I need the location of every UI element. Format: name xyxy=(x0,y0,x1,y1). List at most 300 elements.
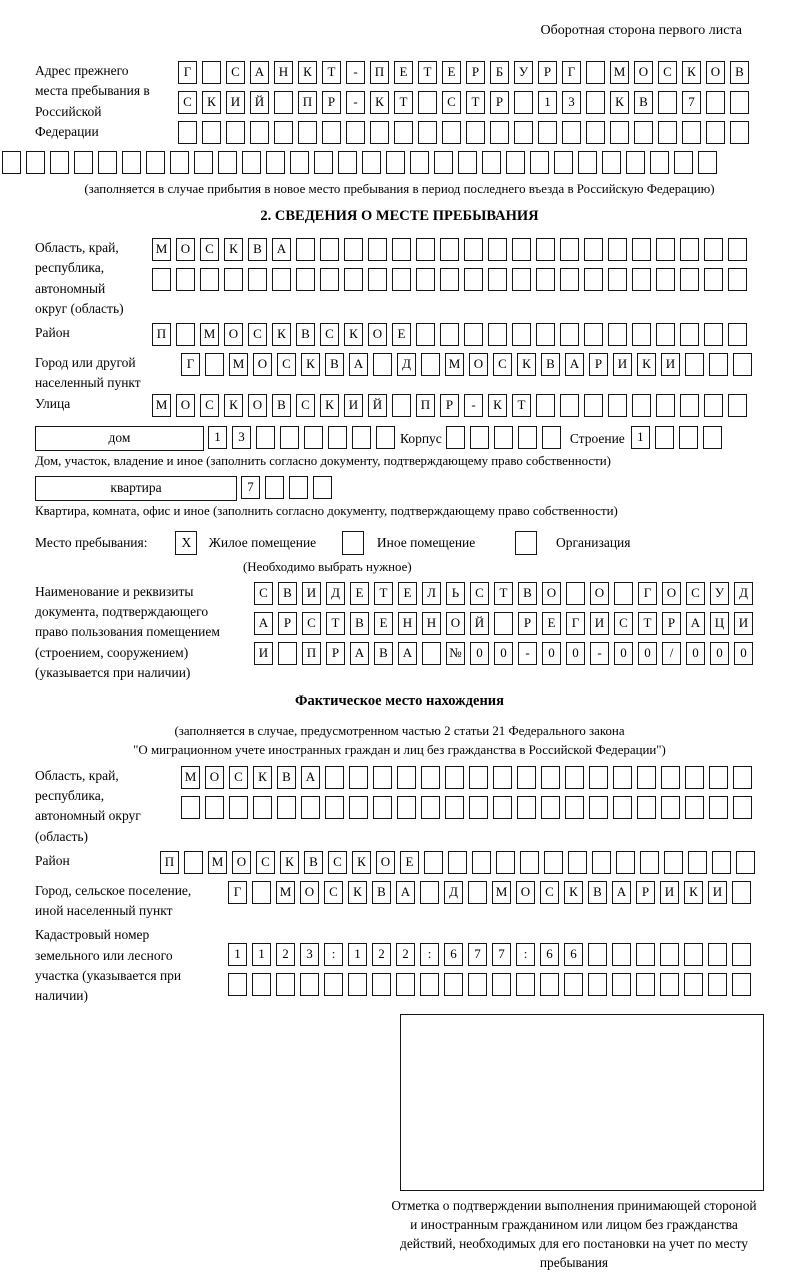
char-cell[interactable]: И xyxy=(302,582,321,605)
char-cell[interactable] xyxy=(421,353,440,376)
char-cell[interactable] xyxy=(664,851,683,874)
char-cell[interactable]: В xyxy=(272,394,291,417)
char-cell[interactable] xyxy=(730,121,749,144)
char-cell[interactable]: Е xyxy=(398,582,417,605)
char-cell[interactable] xyxy=(392,268,411,291)
char-cell[interactable]: О xyxy=(376,851,395,874)
char-cell[interactable] xyxy=(733,353,752,376)
char-cell[interactable]: М xyxy=(208,851,227,874)
char-cell[interactable]: В xyxy=(372,881,391,904)
char-cell[interactable] xyxy=(349,766,368,789)
char-cell[interactable]: Р xyxy=(326,642,345,665)
char-cell[interactable]: К xyxy=(564,881,583,904)
char-cell[interactable]: 0 xyxy=(542,642,561,665)
char-cell[interactable]: Д xyxy=(734,582,753,605)
char-cell[interactable] xyxy=(416,268,435,291)
char-cell[interactable] xyxy=(614,582,633,605)
char-cell[interactable] xyxy=(320,238,339,261)
char-cell[interactable]: С xyxy=(277,353,296,376)
char-cell[interactable]: В xyxy=(541,353,560,376)
char-cell[interactable]: В xyxy=(304,851,323,874)
char-cell[interactable]: 7 xyxy=(241,476,260,499)
char-cell[interactable] xyxy=(274,121,293,144)
char-cell[interactable]: Р xyxy=(490,91,509,114)
char-cell[interactable]: В xyxy=(350,612,369,635)
char-cell[interactable]: Р xyxy=(589,353,608,376)
char-cell[interactable]: К xyxy=(348,881,367,904)
char-cell[interactable] xyxy=(396,973,415,996)
char-cell[interactable] xyxy=(680,268,699,291)
char-cell[interactable] xyxy=(276,973,295,996)
char-cell[interactable]: Т xyxy=(394,91,413,114)
char-cell[interactable] xyxy=(516,973,535,996)
char-cell[interactable]: О xyxy=(516,881,535,904)
char-cell[interactable] xyxy=(325,796,344,819)
char-cell[interactable]: Р xyxy=(440,394,459,417)
char-cell[interactable]: Г xyxy=(566,612,585,635)
char-cell[interactable]: С xyxy=(254,582,273,605)
char-cell[interactable]: 1 xyxy=(348,943,367,966)
char-cell[interactable] xyxy=(564,973,583,996)
char-cell[interactable] xyxy=(252,881,271,904)
char-cell[interactable]: Р xyxy=(322,91,341,114)
char-cell[interactable] xyxy=(410,151,429,174)
char-cell[interactable] xyxy=(650,151,669,174)
char-cell[interactable] xyxy=(194,151,213,174)
char-cell[interactable] xyxy=(2,151,21,174)
char-cell[interactable]: О xyxy=(232,851,251,874)
char-cell[interactable] xyxy=(466,121,485,144)
char-cell[interactable]: А xyxy=(398,642,417,665)
char-cell[interactable]: Р xyxy=(518,612,537,635)
char-cell[interactable]: А xyxy=(612,881,631,904)
char-cell[interactable] xyxy=(530,151,549,174)
char-cell[interactable]: О xyxy=(248,394,267,417)
stay-type-checkbox-residential[interactable]: X xyxy=(175,531,197,555)
char-cell[interactable] xyxy=(684,943,703,966)
char-cell[interactable] xyxy=(348,973,367,996)
char-cell[interactable] xyxy=(296,268,315,291)
char-cell[interactable]: А xyxy=(272,238,291,261)
char-cell[interactable] xyxy=(250,121,269,144)
char-cell[interactable] xyxy=(176,268,195,291)
char-cell[interactable] xyxy=(98,151,117,174)
char-cell[interactable]: С xyxy=(328,851,347,874)
char-cell[interactable] xyxy=(349,796,368,819)
char-cell[interactable]: М xyxy=(181,766,200,789)
char-cell[interactable] xyxy=(296,238,315,261)
char-cell[interactable]: Г xyxy=(181,353,200,376)
char-cell[interactable] xyxy=(458,151,477,174)
char-cell[interactable] xyxy=(280,426,299,449)
char-cell[interactable] xyxy=(613,796,632,819)
char-cell[interactable]: Т xyxy=(374,582,393,605)
char-cell[interactable]: Д xyxy=(397,353,416,376)
char-cell[interactable] xyxy=(632,394,651,417)
char-cell[interactable]: М xyxy=(445,353,464,376)
char-cell[interactable]: Е xyxy=(392,323,411,346)
char-cell[interactable]: № xyxy=(446,642,465,665)
char-cell[interactable] xyxy=(304,426,323,449)
char-cell[interactable] xyxy=(445,796,464,819)
char-cell[interactable] xyxy=(253,796,272,819)
char-cell[interactable] xyxy=(325,766,344,789)
char-cell[interactable]: П xyxy=(370,61,389,84)
char-cell[interactable]: 6 xyxy=(540,943,559,966)
char-cell[interactable] xyxy=(290,151,309,174)
char-cell[interactable] xyxy=(565,796,584,819)
char-cell[interactable] xyxy=(512,238,531,261)
char-cell[interactable]: С xyxy=(178,91,197,114)
char-cell[interactable] xyxy=(490,121,509,144)
char-cell[interactable]: С xyxy=(320,323,339,346)
char-cell[interactable] xyxy=(496,851,515,874)
char-cell[interactable] xyxy=(469,796,488,819)
char-cell[interactable] xyxy=(732,881,751,904)
char-cell[interactable] xyxy=(656,323,675,346)
char-cell[interactable] xyxy=(612,973,631,996)
char-cell[interactable] xyxy=(265,476,284,499)
char-cell[interactable]: 2 xyxy=(396,943,415,966)
char-cell[interactable] xyxy=(218,151,237,174)
char-cell[interactable] xyxy=(712,851,731,874)
char-cell[interactable]: А xyxy=(686,612,705,635)
char-cell[interactable]: П xyxy=(298,91,317,114)
char-cell[interactable]: Е xyxy=(442,61,461,84)
char-cell[interactable]: К xyxy=(517,353,536,376)
char-cell[interactable] xyxy=(421,796,440,819)
char-cell[interactable] xyxy=(541,766,560,789)
char-cell[interactable] xyxy=(50,151,69,174)
char-cell[interactable]: И xyxy=(613,353,632,376)
char-cell[interactable] xyxy=(289,476,308,499)
char-cell[interactable]: К xyxy=(488,394,507,417)
char-cell[interactable] xyxy=(314,151,333,174)
char-cell[interactable] xyxy=(661,766,680,789)
char-cell[interactable] xyxy=(706,91,725,114)
char-cell[interactable]: А xyxy=(350,642,369,665)
char-cell[interactable] xyxy=(656,394,675,417)
char-cell[interactable] xyxy=(685,353,704,376)
char-cell[interactable] xyxy=(586,91,605,114)
apartment-box[interactable]: квартира xyxy=(35,476,237,501)
char-cell[interactable]: В xyxy=(730,61,749,84)
char-cell[interactable] xyxy=(637,766,656,789)
char-cell[interactable]: О xyxy=(590,582,609,605)
char-cell[interactable]: 2 xyxy=(372,943,391,966)
char-cell[interactable] xyxy=(440,323,459,346)
char-cell[interactable] xyxy=(488,238,507,261)
char-cell[interactable] xyxy=(584,268,603,291)
char-cell[interactable] xyxy=(418,91,437,114)
char-cell[interactable] xyxy=(704,323,723,346)
char-cell[interactable]: М xyxy=(492,881,511,904)
char-cell[interactable]: Н xyxy=(398,612,417,635)
char-cell[interactable]: 1 xyxy=(631,426,650,449)
char-cell[interactable] xyxy=(300,973,319,996)
char-cell[interactable]: 0 xyxy=(470,642,489,665)
char-cell[interactable] xyxy=(660,973,679,996)
char-cell[interactable]: 6 xyxy=(444,943,463,966)
char-cell[interactable]: - xyxy=(590,642,609,665)
char-cell[interactable] xyxy=(560,323,579,346)
char-cell[interactable]: 3 xyxy=(300,943,319,966)
char-cell[interactable]: : xyxy=(324,943,343,966)
char-cell[interactable] xyxy=(506,151,525,174)
char-cell[interactable] xyxy=(679,426,698,449)
char-cell[interactable]: О xyxy=(446,612,465,635)
char-cell[interactable] xyxy=(440,238,459,261)
char-cell[interactable] xyxy=(200,268,219,291)
char-cell[interactable]: С xyxy=(296,394,315,417)
char-cell[interactable]: / xyxy=(662,642,681,665)
char-cell[interactable] xyxy=(708,943,727,966)
char-cell[interactable]: - xyxy=(346,61,365,84)
char-cell[interactable]: С xyxy=(200,238,219,261)
char-cell[interactable] xyxy=(674,151,693,174)
char-cell[interactable] xyxy=(422,642,441,665)
char-cell[interactable] xyxy=(248,268,267,291)
char-cell[interactable]: К xyxy=(301,353,320,376)
char-cell[interactable]: О xyxy=(706,61,725,84)
char-cell[interactable] xyxy=(170,151,189,174)
char-cell[interactable] xyxy=(494,426,513,449)
char-cell[interactable] xyxy=(636,973,655,996)
char-cell[interactable] xyxy=(578,151,597,174)
char-cell[interactable]: А xyxy=(349,353,368,376)
char-cell[interactable]: А xyxy=(250,61,269,84)
char-cell[interactable]: С xyxy=(324,881,343,904)
char-cell[interactable] xyxy=(680,394,699,417)
char-cell[interactable] xyxy=(562,121,581,144)
char-cell[interactable]: Ь xyxy=(446,582,465,605)
char-cell[interactable] xyxy=(397,796,416,819)
char-cell[interactable]: П xyxy=(302,642,321,665)
char-cell[interactable] xyxy=(362,151,381,174)
char-cell[interactable] xyxy=(512,268,531,291)
char-cell[interactable] xyxy=(445,766,464,789)
char-cell[interactable]: Й xyxy=(250,91,269,114)
char-cell[interactable]: К xyxy=(224,238,243,261)
char-cell[interactable] xyxy=(520,851,539,874)
char-cell[interactable] xyxy=(684,973,703,996)
char-cell[interactable] xyxy=(588,943,607,966)
char-cell[interactable] xyxy=(242,151,261,174)
char-cell[interactable]: У xyxy=(514,61,533,84)
char-cell[interactable] xyxy=(252,973,271,996)
char-cell[interactable] xyxy=(536,323,555,346)
char-cell[interactable] xyxy=(637,796,656,819)
char-cell[interactable]: Т xyxy=(512,394,531,417)
char-cell[interactable]: К xyxy=(637,353,656,376)
char-cell[interactable] xyxy=(442,121,461,144)
char-cell[interactable] xyxy=(298,121,317,144)
char-cell[interactable]: У xyxy=(710,582,729,605)
char-cell[interactable] xyxy=(181,796,200,819)
char-cell[interactable] xyxy=(176,323,195,346)
char-cell[interactable]: О xyxy=(253,353,272,376)
char-cell[interactable] xyxy=(586,121,605,144)
char-cell[interactable] xyxy=(538,121,557,144)
char-cell[interactable] xyxy=(274,91,293,114)
char-cell[interactable]: 7 xyxy=(682,91,701,114)
char-cell[interactable] xyxy=(728,323,747,346)
char-cell[interactable]: В xyxy=(277,766,296,789)
stay-type-checkbox-organization[interactable] xyxy=(515,531,537,555)
char-cell[interactable] xyxy=(658,91,677,114)
char-cell[interactable]: 0 xyxy=(566,642,585,665)
char-cell[interactable] xyxy=(682,121,701,144)
char-cell[interactable] xyxy=(640,851,659,874)
char-cell[interactable]: И xyxy=(226,91,245,114)
char-cell[interactable]: Т xyxy=(638,612,657,635)
char-cell[interactable]: М xyxy=(152,238,171,261)
char-cell[interactable] xyxy=(610,121,629,144)
char-cell[interactable]: О xyxy=(300,881,319,904)
char-cell[interactable] xyxy=(733,796,752,819)
char-cell[interactable] xyxy=(313,476,332,499)
char-cell[interactable] xyxy=(448,851,467,874)
char-cell[interactable] xyxy=(512,323,531,346)
char-cell[interactable]: В xyxy=(374,642,393,665)
char-cell[interactable] xyxy=(482,151,501,174)
char-cell[interactable] xyxy=(584,323,603,346)
char-cell[interactable]: К xyxy=(682,61,701,84)
char-cell[interactable] xyxy=(488,268,507,291)
char-cell[interactable] xyxy=(444,973,463,996)
char-cell[interactable] xyxy=(540,973,559,996)
char-cell[interactable]: К xyxy=(370,91,389,114)
char-cell[interactable] xyxy=(658,121,677,144)
char-cell[interactable] xyxy=(542,426,561,449)
char-cell[interactable]: О xyxy=(542,582,561,605)
char-cell[interactable] xyxy=(541,796,560,819)
char-cell[interactable] xyxy=(568,851,587,874)
char-cell[interactable]: С xyxy=(442,91,461,114)
char-cell[interactable]: Р xyxy=(278,612,297,635)
char-cell[interactable] xyxy=(517,766,536,789)
char-cell[interactable] xyxy=(608,323,627,346)
char-cell[interactable]: В xyxy=(296,323,315,346)
char-cell[interactable] xyxy=(602,151,621,174)
char-cell[interactable] xyxy=(613,766,632,789)
char-cell[interactable] xyxy=(420,881,439,904)
char-cell[interactable]: 0 xyxy=(638,642,657,665)
char-cell[interactable]: С xyxy=(248,323,267,346)
char-cell[interactable] xyxy=(373,766,392,789)
char-cell[interactable] xyxy=(492,973,511,996)
char-cell[interactable]: 0 xyxy=(686,642,705,665)
char-cell[interactable]: 3 xyxy=(562,91,581,114)
stay-type-checkbox-other[interactable] xyxy=(342,531,364,555)
char-cell[interactable] xyxy=(464,238,483,261)
char-cell[interactable] xyxy=(518,426,537,449)
char-cell[interactable] xyxy=(656,268,675,291)
char-cell[interactable]: Н xyxy=(274,61,293,84)
char-cell[interactable]: К xyxy=(298,61,317,84)
char-cell[interactable] xyxy=(709,353,728,376)
char-cell[interactable]: С xyxy=(658,61,677,84)
char-cell[interactable]: Н xyxy=(422,612,441,635)
char-cell[interactable] xyxy=(434,151,453,174)
char-cell[interactable]: Г xyxy=(178,61,197,84)
char-cell[interactable] xyxy=(464,268,483,291)
char-cell[interactable]: И xyxy=(660,881,679,904)
char-cell[interactable] xyxy=(588,973,607,996)
char-cell[interactable] xyxy=(586,61,605,84)
char-cell[interactable]: Е xyxy=(542,612,561,635)
char-cell[interactable] xyxy=(709,766,728,789)
char-cell[interactable]: Е xyxy=(350,582,369,605)
char-cell[interactable] xyxy=(472,851,491,874)
char-cell[interactable]: И xyxy=(734,612,753,635)
char-cell[interactable] xyxy=(464,323,483,346)
char-cell[interactable]: 0 xyxy=(614,642,633,665)
char-cell[interactable]: К xyxy=(610,91,629,114)
char-cell[interactable] xyxy=(346,121,365,144)
char-cell[interactable] xyxy=(301,796,320,819)
char-cell[interactable] xyxy=(256,426,275,449)
char-cell[interactable]: В xyxy=(518,582,537,605)
char-cell[interactable] xyxy=(584,238,603,261)
char-cell[interactable] xyxy=(536,394,555,417)
char-cell[interactable] xyxy=(202,121,221,144)
char-cell[interactable] xyxy=(632,268,651,291)
char-cell[interactable] xyxy=(704,268,723,291)
char-cell[interactable]: Р xyxy=(662,612,681,635)
char-cell[interactable]: М xyxy=(152,394,171,417)
char-cell[interactable] xyxy=(560,238,579,261)
char-cell[interactable]: Т xyxy=(322,61,341,84)
char-cell[interactable] xyxy=(416,323,435,346)
char-cell[interactable]: Б xyxy=(490,61,509,84)
char-cell[interactable] xyxy=(394,121,413,144)
char-cell[interactable]: И xyxy=(254,642,273,665)
char-cell[interactable]: Т xyxy=(494,582,513,605)
char-cell[interactable] xyxy=(493,796,512,819)
char-cell[interactable]: 6 xyxy=(564,943,583,966)
char-cell[interactable] xyxy=(708,973,727,996)
char-cell[interactable] xyxy=(685,766,704,789)
char-cell[interactable] xyxy=(554,151,573,174)
char-cell[interactable] xyxy=(228,973,247,996)
char-cell[interactable]: С xyxy=(470,582,489,605)
char-cell[interactable] xyxy=(612,943,631,966)
char-cell[interactable] xyxy=(376,426,395,449)
char-cell[interactable] xyxy=(278,642,297,665)
char-cell[interactable]: П xyxy=(416,394,435,417)
char-cell[interactable]: О xyxy=(176,394,195,417)
char-cell[interactable]: В xyxy=(634,91,653,114)
char-cell[interactable] xyxy=(494,612,513,635)
char-cell[interactable] xyxy=(732,943,751,966)
char-cell[interactable]: О xyxy=(205,766,224,789)
char-cell[interactable]: К xyxy=(280,851,299,874)
char-cell[interactable] xyxy=(328,426,347,449)
char-cell[interactable]: С xyxy=(226,61,245,84)
char-cell[interactable]: И xyxy=(661,353,680,376)
char-cell[interactable]: Й xyxy=(368,394,387,417)
char-cell[interactable] xyxy=(470,426,489,449)
char-cell[interactable]: О xyxy=(224,323,243,346)
char-cell[interactable]: В xyxy=(588,881,607,904)
char-cell[interactable]: К xyxy=(272,323,291,346)
char-cell[interactable] xyxy=(636,943,655,966)
char-cell[interactable] xyxy=(416,238,435,261)
char-cell[interactable] xyxy=(324,973,343,996)
house-box[interactable]: дом xyxy=(35,426,204,451)
char-cell[interactable] xyxy=(732,973,751,996)
